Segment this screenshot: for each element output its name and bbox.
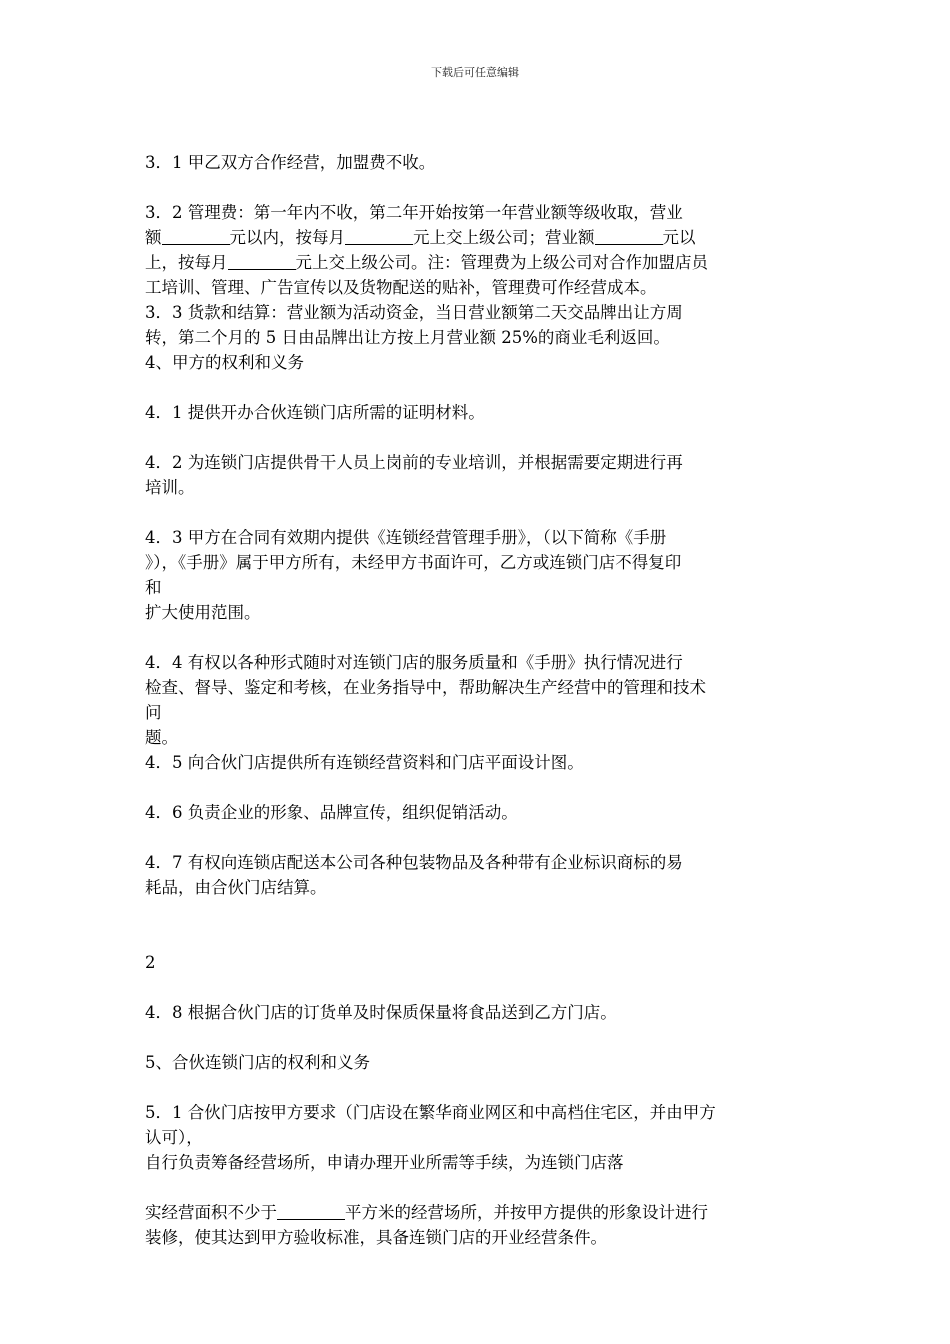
text-line: 工培训、管理、广告宣传以及货物配送的贴补，管理费可作经营成本。 [145, 278, 657, 297]
text-line: 检查、督导、鉴定和考核，在业务指导中，帮助解决生产经营中的管理和技术 [145, 678, 706, 697]
text-segment: 元上交上级公司。注：管理费为上级公司对合作加盟店员 [295, 253, 708, 272]
blank-line [145, 900, 810, 925]
blank-line [145, 1025, 810, 1050]
page-number: 2 [145, 953, 156, 972]
blank-line [145, 775, 810, 800]
fill-in-blank [595, 227, 663, 245]
fill-in-blank [345, 227, 413, 245]
blank-line [145, 175, 810, 200]
text-line: 转，第二个月的 5 日由品牌出让方按上月营业额 25%的商业毛利返回。 [145, 328, 670, 347]
text-line: 培训。 [145, 478, 195, 497]
fill-in-blank [277, 1202, 345, 1220]
text-segment: 上，按每月 [145, 253, 228, 272]
text-line: 题。 [145, 728, 178, 747]
page-header-note: 下载后可任意编辑 [431, 66, 519, 79]
blank-line [145, 625, 810, 650]
text-line: 5．1 合伙门店按甲方要求（门店设在繁华商业网区和中高档住宅区，并由甲方 [145, 1103, 716, 1122]
blank-line [145, 975, 810, 1000]
text-line: 3．3 货款和结算：营业额为活动资金，当日营业额第二天交品牌出让方周 [145, 303, 683, 322]
blank-line [145, 925, 810, 950]
blank-line [145, 825, 810, 850]
text-line: 问 [145, 703, 162, 722]
text-segment: 元以内，按每月 [229, 228, 345, 247]
text-line: 4．2 为连锁门店提供骨干人员上岗前的专业培训，并根据需要定期进行再 [145, 453, 683, 472]
text-line: 4．1 提供开办合伙连锁门店所需的证明材料。 [145, 403, 485, 422]
document-body [145, 150, 810, 1250]
text-line: 扩大使用范围。 [145, 603, 261, 622]
text-segment: 元上交上级公司；营业额 [413, 228, 595, 247]
text-line: 4．4 有权以各种形式随时对连锁门店的服务质量和《手册》执行情况进行 [145, 653, 683, 672]
text-line: 自行负责筹备经营场所，申请办理开业所需等手续，为连锁门店落 [145, 1153, 624, 1172]
text-line: 3．1 甲乙双方合作经营，加盟费不收。 [145, 153, 436, 172]
text-line: 认可）， [145, 1128, 203, 1147]
text-line: 耗品，由合伙门店结算。 [145, 878, 327, 897]
blank-line [145, 1175, 810, 1200]
text-line: 3．2 管理费：第一年内不收，第二年开始按第一年营业额等级收取，营业 [145, 203, 683, 222]
text-line-with-blanks [145, 1200, 810, 1225]
section-heading: 4、甲方的权利和义务 [145, 353, 304, 372]
text-line-with-blanks [145, 225, 810, 250]
text-line-with-blanks [145, 250, 810, 275]
fill-in-blank [162, 227, 230, 245]
fill-in-blank [228, 252, 296, 270]
text-line: 装修，使其达到甲方验收标准，具备连锁门店的开业经营条件。 [145, 1228, 607, 1247]
blank-line [145, 425, 810, 450]
text-segment: 额 [145, 228, 162, 247]
text-segment: 元以 [662, 228, 696, 247]
blank-line [145, 375, 810, 400]
blank-line [145, 500, 810, 525]
text-line: 4．8 根据合伙门店的订货单及时保质保量将食品送到乙方门店。 [145, 1003, 617, 1022]
text-line: 》），《手册》属于甲方所有，未经甲方书面许可，乙方或连锁门店不得复印 [145, 553, 682, 572]
text-segment: 实经营面积不少于 [145, 1203, 277, 1222]
section-heading: 5、合伙连锁门店的权利和义务 [145, 1053, 370, 1072]
text-line: 4．6 负责企业的形象、品牌宣传，组织促销活动。 [145, 803, 518, 822]
blank-line [145, 1075, 810, 1100]
text-segment: 平方米的经营场所，并按甲方提供的形象设计进行 [345, 1203, 708, 1222]
text-line: 4．5 向合伙门店提供所有连锁经营资料和门店平面设计图。 [145, 753, 584, 772]
text-line: 4．3 甲方在合同有效期内提供《连锁经营管理手册》，（以下简称《手册 [145, 528, 667, 547]
text-line: 4．7 有权向连锁店配送本公司各种包装物品及各种带有企业标识商标的易 [145, 853, 683, 872]
text-line: 和 [145, 578, 162, 597]
